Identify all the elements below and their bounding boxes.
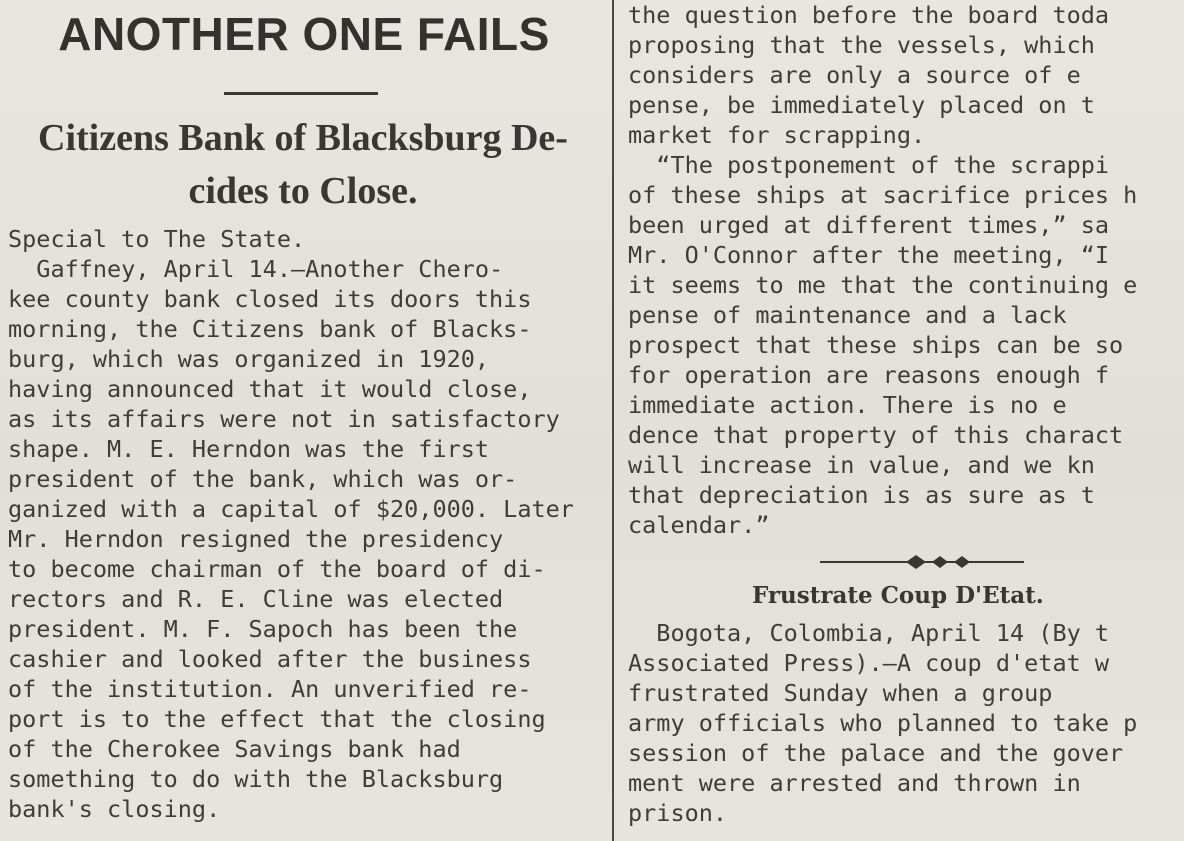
text-line: considers are only a source of e <box>628 61 1081 89</box>
text-line: it seems to me that the continuing e <box>628 271 1138 299</box>
text-line: the question before the board toda <box>628 1 1110 29</box>
text-line: rectors and R. E. Cline was elected <box>8 585 504 613</box>
text-line: kee county bank closed its doors this <box>8 285 532 313</box>
text-line: proposing that the vessels, which <box>628 31 1095 59</box>
text-line: for operation are reasons enough f <box>628 361 1110 389</box>
text-line: Mr. O'Connor after the meeting, “I <box>628 241 1110 269</box>
text-line: Special to The State. <box>8 225 306 253</box>
headline: ANOTHER ONE FAILS <box>58 8 550 60</box>
text-line: morning, the Citizens bank of Blacks- <box>8 315 532 343</box>
text-line: of the institution. An unverified re- <box>8 675 532 703</box>
right-column <box>622 0 1184 841</box>
text-line: market for scrapping. <box>628 121 926 149</box>
text-line: burg, which was organized in 1920, <box>8 345 490 373</box>
text-line: shape. M. E. Herndon was the first <box>8 435 490 463</box>
column-rule <box>612 0 614 841</box>
text-line: of the Cherokee Savings bank had <box>8 735 461 763</box>
headline-rule <box>224 92 378 95</box>
text-line: army officials who planned to take p <box>628 709 1138 737</box>
text-line: ment were arrested and thrown in <box>628 769 1081 797</box>
text-line: bank's closing. <box>8 795 221 823</box>
text-line: pense of maintenance and a lack <box>628 301 1067 329</box>
text-line: immediate action. There is no e <box>628 391 1067 419</box>
text-line: ganized with a capital of $20,000. Later <box>8 495 574 523</box>
text-line: port is to the effect that the closing <box>8 705 546 733</box>
text-line: that depreciation is as sure as t <box>628 481 1095 509</box>
text-line: prison. <box>628 799 728 827</box>
text-line: calendar.” <box>628 511 770 539</box>
text-line: Mr. Herndon resigned the presidency <box>8 525 504 553</box>
ornamental-divider <box>820 552 1024 572</box>
text-line: “The postponement of the scrappi <box>628 151 1110 179</box>
text-line: president of the bank, which was or- <box>8 465 518 493</box>
text-line: cashier and looked after the business <box>8 645 532 673</box>
text-line: something to do with the Blacksburg <box>8 765 504 793</box>
article-body-ships <box>628 0 1184 540</box>
subheadline-line: cides to Close. <box>188 170 418 212</box>
text-line: president. M. F. Sapoch has been the <box>8 615 518 643</box>
text-line: Gaffney, April 14.—Another Chero- <box>8 255 504 283</box>
article-body-bank <box>8 224 606 824</box>
text-line: pense, be immediately placed on t <box>628 91 1095 119</box>
text-line: of these ships at sacrifice prices h <box>628 181 1138 209</box>
text-line: to become chairman of the board of di- <box>8 555 546 583</box>
text-line: having announced that it would close, <box>8 375 532 403</box>
subheadline <box>0 112 606 218</box>
text-line: as its affairs were not in satisfactory <box>8 405 560 433</box>
text-line: prospect that these ships can be so <box>628 331 1124 359</box>
article-subheadline: Frustrate Coup D'Etat. <box>752 582 1044 609</box>
text-line: will increase in value, and we kn <box>628 451 1095 479</box>
text-line: been urged at different times,” sa <box>628 211 1110 239</box>
text-line: Bogota, Colombia, April 14 (By t <box>628 619 1110 647</box>
text-line: frustrated Sunday when a group <box>628 679 1053 707</box>
subheadline-line: Citizens Bank of Blacksburg De- <box>38 117 568 159</box>
text-line: Associated Press).—A coup d'etat w <box>628 649 1110 677</box>
text-line: dence that property of this charact <box>628 421 1124 449</box>
article-body-coup <box>628 618 1184 828</box>
text-line: session of the palace and the gover <box>628 739 1124 767</box>
